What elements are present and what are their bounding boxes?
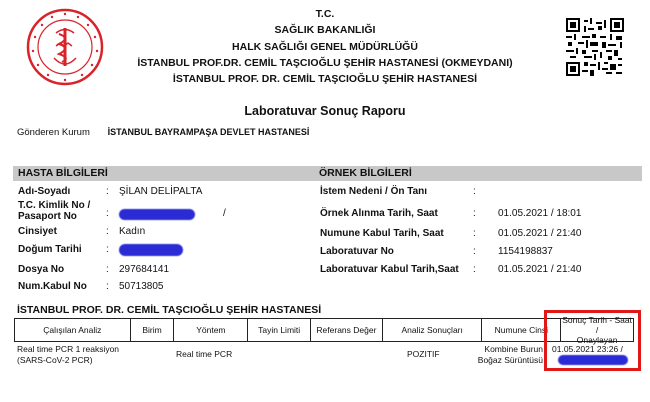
col-analysis: Çalışılan Analiz: [15, 319, 131, 341]
report-title: Laboratuvar Sonuç Raporu: [244, 104, 406, 118]
result-datetime: 01.05.2021 23:26 /: [552, 344, 623, 354]
field-label: Numune Kabul Tarih, Saat: [320, 228, 444, 239]
field-colon: :: [473, 228, 476, 239]
field-label: Cinsiyet: [18, 226, 57, 237]
field-colon: :: [473, 186, 476, 197]
patient-name: ŞİLAN DELİPALTA: [119, 186, 203, 197]
field-colon: :: [106, 244, 109, 255]
header-line-hospital: İSTANBUL PROF. DR. CEMİL TAŞCIOĞLU ŞEHİR HASTANESİ: [172, 73, 478, 85]
col-unit: Birim: [131, 319, 175, 341]
field-label: Adı-Soyadı: [18, 186, 71, 197]
field-colon: :: [473, 264, 476, 275]
patient-accept-no: 50713805: [119, 281, 164, 292]
field-colon: :: [106, 208, 109, 219]
col-result-datetime-line2: Onaylayan: [576, 335, 618, 345]
header-line-tc: T.C.: [315, 8, 335, 20]
hospital-section-label: İSTANBUL PROF. DR. CEMİL TAŞCIOĞLU ŞEHİR HASTANESİ: [17, 304, 322, 316]
redaction-mark: [119, 244, 183, 256]
lab-no: 1154198837: [498, 246, 553, 257]
col-sample-type: Numune Cinsi: [482, 319, 561, 341]
result-method: Real time PCR: [176, 349, 233, 359]
field-label: Num.Kabul No: [18, 281, 87, 292]
field-colon: :: [106, 264, 109, 275]
field-label: Örnek Alınma Tarih, Saat: [320, 208, 438, 219]
section-header-bar: [13, 166, 642, 181]
sample-section-title: ÖRNEK BİLGİLERİ: [319, 167, 412, 179]
header-line-directorate: HALK SAĞLIĞI GENEL MÜDÜRLÜĞÜ: [232, 41, 418, 53]
result-sample-type: [475, 344, 543, 366]
field-colon: :: [473, 246, 476, 257]
col-method: Yöntem: [174, 319, 248, 341]
field-colon: :: [106, 186, 109, 197]
patient-section-title: HASTA BİLGİLERİ: [18, 167, 108, 179]
sender-value: İSTANBUL BAYRAMPAŞA DEVLET HASTANESİ: [107, 127, 310, 137]
field-label: T.C. Kimlik No /: [18, 200, 91, 211]
field-label: Laboratuvar No: [320, 246, 394, 257]
field-colon: :: [106, 226, 109, 237]
result-analysis-line2: (SARS-CoV-2 PCR): [17, 355, 93, 365]
result-sample-line2: Boğaz Sürüntüsü: [477, 355, 543, 365]
sender-label: Gönderen Kurum: [17, 127, 90, 138]
field-label: Doğum Tarihi: [18, 244, 82, 255]
field-label: Laboratuvar Kabul Tarih,Saat: [320, 264, 459, 275]
field-label: Dosya No: [18, 264, 65, 275]
sender-institution: [17, 127, 309, 138]
result-analysis: [17, 344, 119, 366]
field-colon: :: [106, 281, 109, 292]
result-value: POZITIF: [407, 349, 440, 359]
col-reference: Referans Değer: [311, 319, 383, 341]
field-colon: :: [473, 208, 476, 219]
col-detection-limit: Tayin Limiti: [248, 319, 311, 341]
result-analysis-line1: Real time PCR 1 reaksiyon: [17, 344, 120, 354]
sample-accept-datetime: 01.05.2021 / 21:40: [498, 228, 582, 239]
patient-gender: Kadın: [119, 226, 146, 237]
patient-file-no: 297684141: [119, 264, 170, 275]
sample-taken-datetime: 01.05.2021 / 18:01: [498, 208, 582, 219]
header-line-ministry: SAĞLIK BAKANLIĞI: [274, 24, 376, 36]
results-table-header: [14, 315, 634, 345]
field-label-line2: Pasaport No: [18, 211, 77, 222]
header-line-hospital-okmeydani: İSTANBUL PROF.DR. CEMİL TAŞCIOĞLU ŞEHİR HASTANESİ (OKMEYDANI): [137, 57, 513, 69]
patient-id: /: [223, 208, 226, 219]
highlight-box: [544, 310, 641, 371]
result-sample-line1: Kombine Burun: [484, 344, 543, 354]
lab-accept-datetime: 01.05.2021 / 21:40: [498, 264, 582, 275]
col-result-datetime-line1: Sonuç Tarih - Saat /: [562, 315, 632, 335]
col-results: Analiz Sonuçları: [383, 319, 483, 341]
redaction-mark: [119, 209, 195, 220]
field-label: İstem Nedeni / Ön Tanı: [320, 186, 428, 197]
